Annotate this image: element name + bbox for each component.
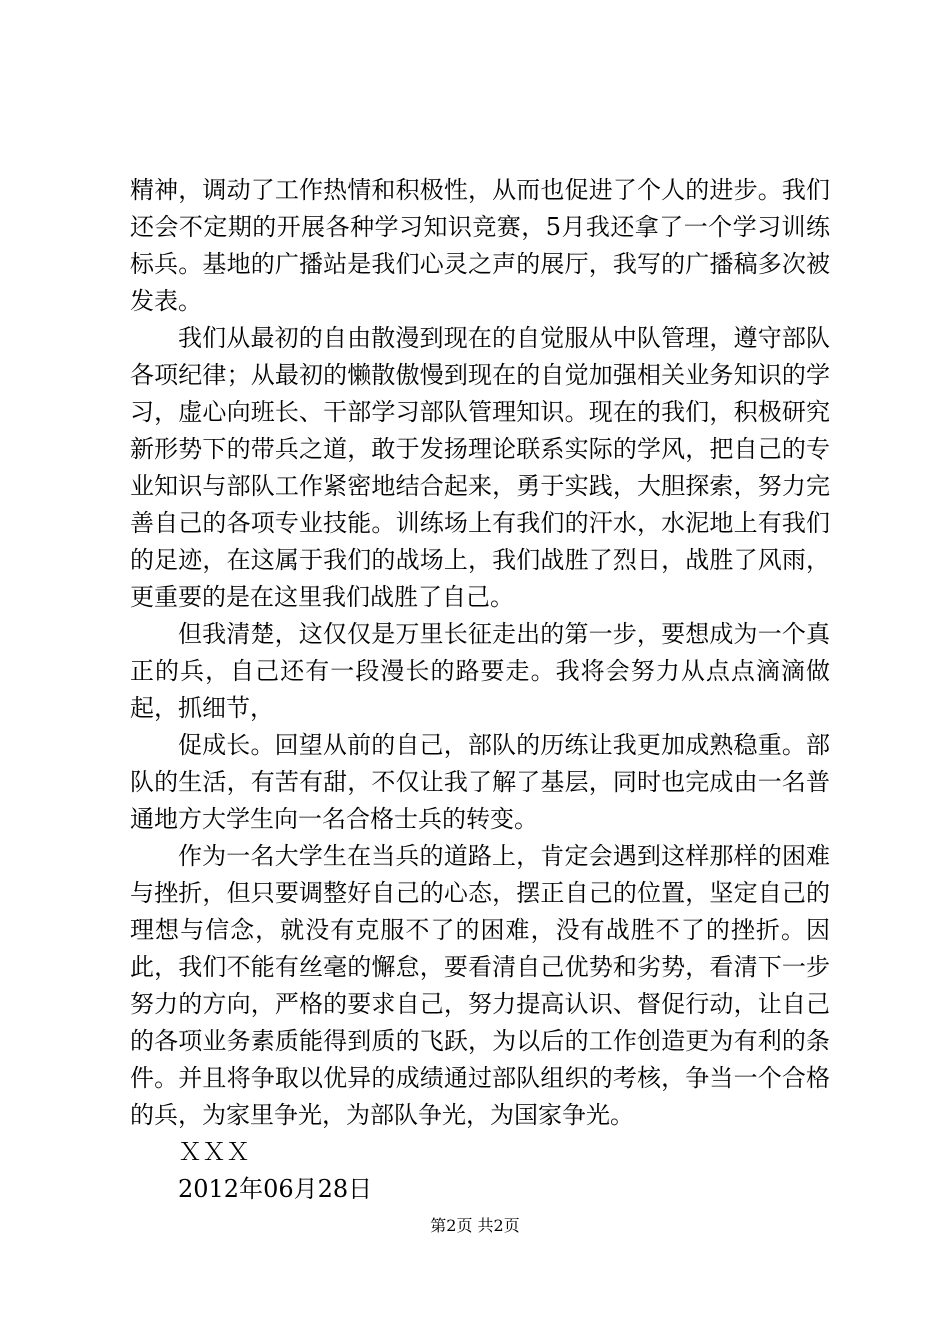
paragraph-discipline: 我们从最初的自由散漫到现在的自觉服从中队管理，遵守部队各项纪律；从最初的懒散傲慢到现在的自觉加强相关业务知识的学习，虚心向班长、干部学习部队管理知识。现在的我们，积极研究新形势下的带兵之道，敢于发扬理论联系实际的学风，把自己的专业知识与部队工作紧密地结合起来，勇于实践，大胆探索，努力完善自己的各项专业技能。训练场上有我们的汗水，水泥地上有我们的足迹，在这属于我们的战场上，我们战胜了烈日，战胜了风雨，更重要的是在这里我们战胜了自己。 <box>130 324 830 611</box>
page-footer: 第2页 共2页 <box>430 1216 520 1235</box>
paragraph-growth: 促成长。回望从前的自己，部队的历练让我更加成熟稳重。部队的生活，有苦有甜，不仅让我了解了基层，同时也完成由一名普通地方大学生向一名合格士兵的转变。 <box>130 731 830 833</box>
paragraph-continuation: 精神，调动了工作热情和积极性，从而也促进了个人的进步。我们还会不定期的开展各种学习知识竞赛，5月我还拿了一个学习训练标兵。基地的广播站是我们心灵之声的展厅，我写的广播稿多次被发表。 <box>130 176 830 315</box>
paragraph-first-step: 但我清楚，这仅仅是万里长征走出的第一步，要想成为一个真正的兵，自己还有一段漫长的路要走。我将会努力从点点滴滴做起，抓细节， <box>130 620 830 722</box>
paragraph-resolve: 作为一名大学生在当兵的道路上，肯定会遇到这样那样的困难与挫折，但只要调整好自己的心态，摆正自己的位置，坚定自己的理想与信念，就没有克服不了的困难，没有战胜不了的挫折。因此，我们不能有丝毫的懈怠，要看清自己优势和劣势，看清下一步努力的方向，严格的要求自己，努力提高认识、督促行动，让自己的各项业务素质能得到质的飞跃，为以后的工作创造更为有利的条件。并且将争取以优异的成绩通过部队组织的考核，争当一个合格的兵，为家里争光，为部队争光，为国家争光。 <box>130 842 830 1129</box>
signature-date: 2012年06月28日 <box>178 1175 373 1203</box>
document-body <box>130 172 830 1208</box>
signature-name: ＸＸＸ <box>178 1138 250 1166</box>
